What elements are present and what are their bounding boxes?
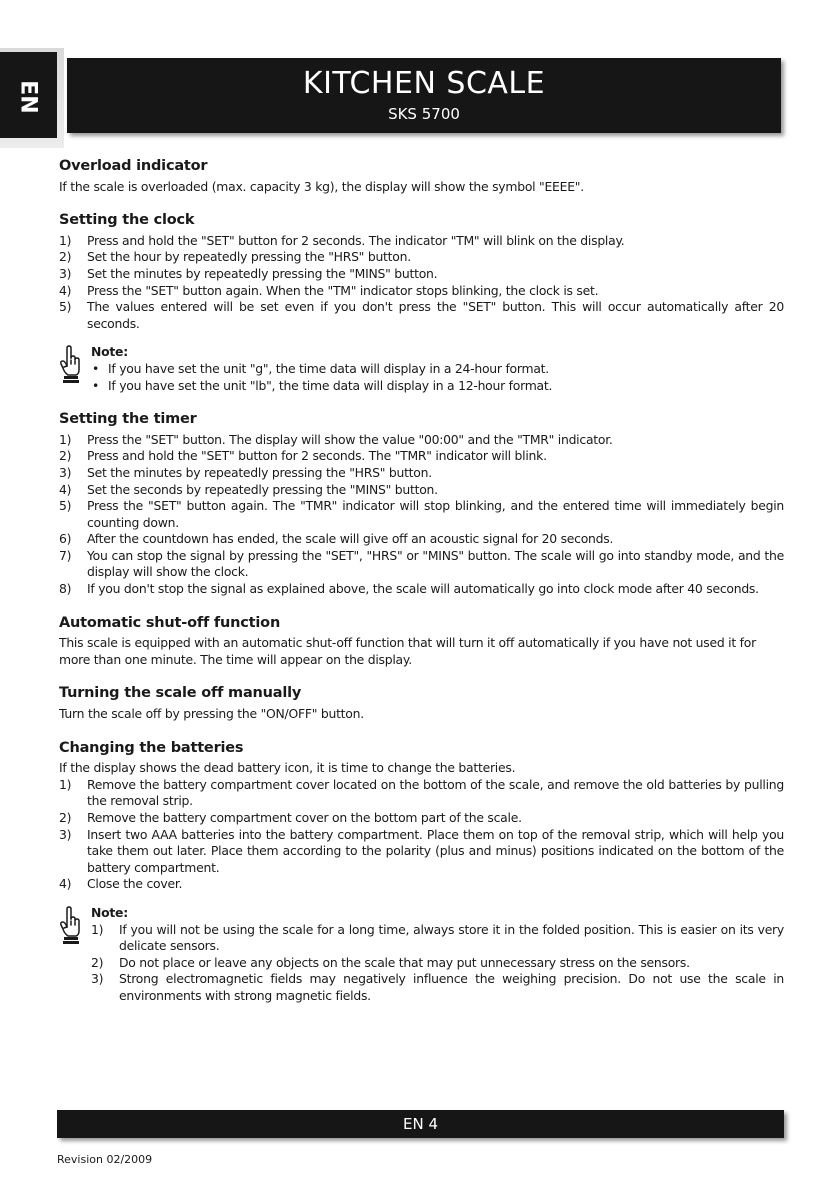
step-number: 3) [59, 826, 72, 842]
pointing-hand-icon [59, 344, 83, 384]
step-text: Set the minutes by repeatedly pressing the "MINS" button. [87, 265, 438, 281]
paragraph: This scale is equipped with an automatic shut-off function that will turn it off automatically if you have not used it for more than one minute. The time will appear on the display. [59, 635, 756, 667]
step-text: Press and hold the "SET" button for 2 seconds. The "TMR" indicator will blink. [87, 448, 547, 464]
step-number: 5) [59, 299, 72, 315]
note-item-text: If you will not be using the scale for a long time, always store it in the folded position. This is easier on its very delicate sensors. [119, 921, 784, 954]
step-item [59, 482, 784, 499]
step-number: 6) [59, 531, 72, 547]
step-number: 2) [59, 448, 72, 464]
step-text: After the countdown has ended, the scale will give off an acoustic signal for 20 seconds. [87, 531, 614, 547]
step-item [59, 249, 784, 266]
step-item [59, 548, 784, 581]
note-block [59, 344, 784, 394]
note-item-number: 2) [91, 954, 104, 970]
step-number: 2) [59, 810, 72, 825]
step-text: Close the cover. [87, 876, 183, 892]
section-heading: Turning the scale off manually [59, 685, 302, 702]
paragraph: If the scale is overloaded (max. capacity 3 kg), the display will show the symbol "EEEE". [59, 178, 584, 194]
step-text: Set the minutes by repeatedly pressing the "HRS" button. [87, 464, 432, 480]
note-item [91, 971, 784, 1004]
step-text: Insert two AAA batteries into the battery compartment. Place them on top of the removal strip, which will help you take them out later. Place them according to the polarity (plus and minus) positions indicated on the bottom of the battery compartment. [87, 826, 784, 875]
section-heading: Overload indicator [59, 158, 208, 174]
note-bullet-text: If you have set the unit "lb", the time data will display in a 12-hour format. [108, 377, 553, 393]
step-number: 4) [59, 481, 72, 497]
note-item [91, 922, 784, 955]
note-bullets [91, 361, 784, 394]
step-text: Press the "SET" button. The display will show the value "00:00" and the "TMR" indicator. [87, 431, 613, 447]
step-number: 1) [59, 776, 72, 792]
step-number: 8) [59, 581, 72, 597]
step-text: You can stop the signal by pressing the "SET", "HRS" or "MINS" button. The scale will go into standby mode, and the display will show the clock. [87, 547, 784, 580]
step-item [59, 531, 784, 548]
step-text: Set the hour by repeatedly pressing the "HRS" button. [87, 249, 411, 265]
step-text: Remove the battery compartment cover on the bottom part of the scale. [87, 810, 522, 825]
step-number: 3) [59, 265, 72, 281]
step-item [59, 266, 784, 283]
step-number: 1) [59, 232, 72, 248]
step-number: 3) [59, 464, 72, 480]
note-title: Note: [91, 344, 128, 360]
note-list [91, 922, 784, 1005]
note-bullet-item [91, 361, 784, 378]
note-item-number: 1) [91, 921, 104, 937]
paragraph: If the display shows the dead battery icon, it is time to change the batteries. [59, 760, 516, 776]
step-item [59, 465, 784, 482]
page-content [59, 158, 784, 1005]
note-title: Note: [91, 904, 128, 920]
steps-list [59, 432, 784, 598]
step-text: Press the "SET" button again. The "TMR" indicator will stop blinking, and the entered time will immediately begin counting down. [87, 498, 784, 530]
note-bullet-item [91, 378, 784, 395]
note-item-number: 3) [91, 971, 104, 987]
step-text: Set the seconds by repeatedly pressing the "MINS" button. [87, 481, 438, 497]
document-title: KITCHEN SCALE [302, 66, 546, 101]
note-item-text: Strong electromagnetic fields may negatively influence the weighing precision. Do not use the scale in environments with strong magnetic fields. [119, 971, 784, 1003]
revision-label: Revision 02/2009 [57, 1153, 153, 1166]
note-item [91, 955, 784, 972]
step-item [59, 827, 784, 877]
step-number: 4) [59, 282, 72, 298]
step-number: 1) [59, 431, 72, 447]
language-tab [0, 48, 64, 148]
bullet-icon: • [92, 377, 100, 393]
page-number: EN 4 [402, 1115, 438, 1133]
step-item [59, 777, 784, 810]
step-text: If you don't stop the signal as explained above, the scale will automatically go into clock mode after 40 seconds. [87, 581, 759, 597]
section-heading: Changing the batteries [59, 739, 244, 756]
footer-bar [57, 1110, 784, 1138]
step-item [59, 810, 784, 827]
step-number: 2) [59, 249, 72, 265]
language-code: EN [15, 80, 41, 114]
steps-list [59, 777, 784, 893]
language-tab-block [0, 52, 57, 138]
steps-list [59, 233, 784, 333]
pointing-hand-icon [59, 905, 83, 945]
bullet-icon: • [92, 360, 100, 376]
step-number: 7) [59, 547, 72, 563]
note-block [59, 905, 784, 1005]
step-number: 5) [59, 498, 72, 514]
title-bar [67, 58, 781, 133]
step-item [59, 233, 784, 250]
step-text: The values entered will be set even if you don't press the "SET" button. This will occur automatically after 20 seconds. [87, 299, 784, 331]
step-item [59, 299, 784, 332]
step-item [59, 498, 784, 531]
step-item [59, 876, 784, 893]
model-number: SKS 5700 [388, 105, 460, 123]
step-item [59, 448, 784, 465]
section-heading: Setting the timer [59, 411, 197, 428]
step-text: Remove the battery compartment cover located on the bottom of the scale, and remove the old batteries by pulling the removal strip. [87, 776, 784, 809]
section-heading: Setting the clock [59, 212, 195, 229]
paragraph: Turn the scale off by pressing the "ON/OFF" button. [59, 706, 364, 722]
step-number: 4) [59, 876, 72, 892]
step-text: Press the "SET" button again. When the "TM" indicator stops blinking, the clock is set. [87, 282, 599, 298]
note-item-text: Do not place or leave any objects on the scale that may put unnecessary stress on the sensors. [119, 954, 690, 970]
step-text: Press and hold the "SET" button for 2 seconds. The indicator "TM" will blink on the display. [87, 232, 625, 248]
note-bullet-text: If you have set the unit "g", the time data will display in a 24-hour format. [108, 360, 549, 376]
step-item [59, 581, 784, 598]
step-item [59, 283, 784, 300]
section-heading: Automatic shut-off function [59, 614, 281, 631]
step-item [59, 432, 784, 449]
